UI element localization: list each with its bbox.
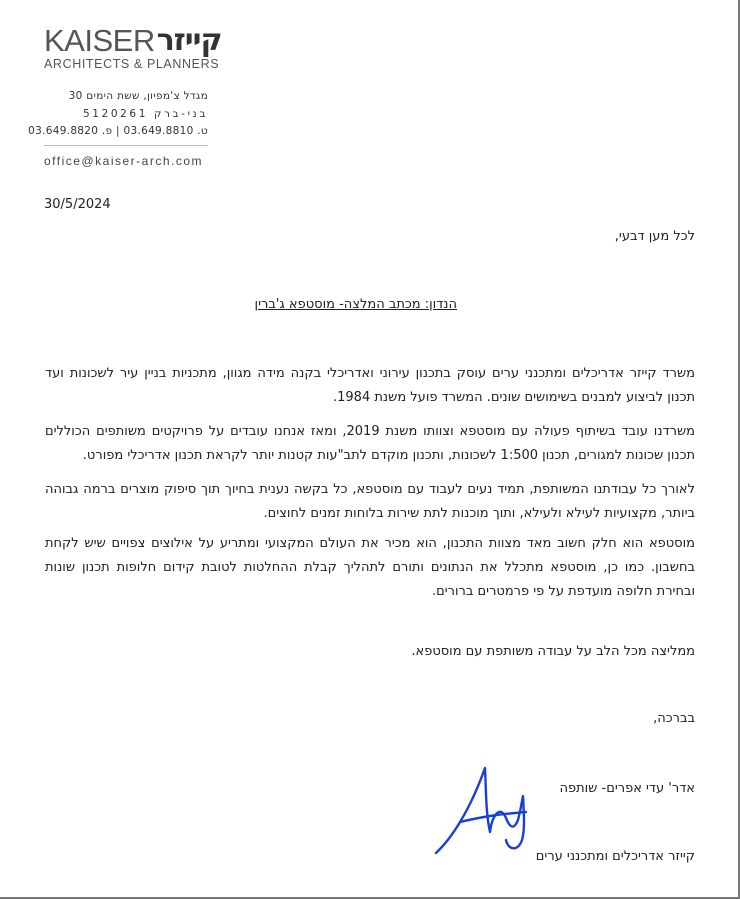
sign-off: בברכה, [653, 711, 695, 726]
body-paragraph-2: משרדנו עובד בשיתוף פעולה עם מוסטפא וצוותו משנת 2019, ומאז אנחנו עובדים על פרויקטים משותפים הכוללים תכנון שכונות למגורים, תכנון 1:500 לשכונות, ותכנון מוקדם לתב"עות קטנות יותר לקראת תכנון אדריכלי מפורט. [45, 424, 695, 463]
logo-subtitle: ARCHITECTS & PLANNERS [44, 57, 220, 71]
signer-name: אדר' עדי אפרים- שותפה [559, 781, 695, 796]
signer-firm: קייזר אדריכלים ומתכנני ערים [535, 849, 695, 864]
signature-stroke [436, 768, 526, 853]
letterhead-divider [44, 145, 208, 146]
body-paragraph-4: מוסטפא הוא חלק חשוב מאד מצוות התכנון, הוא מכיר את העולם המקצועי ומתריע על אילוצים צפויים שיש לקחת בחשבון. כמו כן, מוסטפא מתכלל את הנתונים ותורם לתהליך קבלת ההחלטות לטובת קידום חלופות תכנון שונות ובחירת חלופה מועדפת על פי פרמטרים ברורים. [45, 536, 695, 599]
handwritten-signature [430, 760, 560, 860]
logo-latin-text: KAISER [44, 23, 155, 58]
email-address: office@kaiser-arch.com [44, 154, 203, 168]
phone-fax-line: ט. 03.649.8810 | פ. 03.649.8820 [28, 125, 208, 137]
body-paragraph-3: לאורך כל עבודתנו המשותפת, תמיד נעים לעבוד עם מוסטפא, כל בקשה נענית בחיוך תוך סיפוק מוצרים ברמה גבוהה ביותר, מקצועיות לעילא ולעילא, ותוך מוכנות לתת שירות בלוחות זמנים לחוצים. [45, 482, 695, 521]
address-line-2: בני-ברק 5120261 [83, 108, 208, 120]
letter-greeting: לכל מען דבעי, [614, 229, 695, 244]
logo-hebrew-text: קייזר [156, 23, 222, 58]
letter-date: 30/5/2024 [44, 197, 111, 212]
closing-recommendation: ממליצה מכל הלב על עבודה משותפת עם מוסטפא. [411, 644, 695, 659]
letter-subject: הנדון: מכתב המלצה- מוסטפא ג'ברין [254, 297, 457, 312]
company-logo [44, 22, 222, 71]
body-paragraph-1: משרד קייזר אדריכלים ומתכנני ערים עוסק בתכנון עירוני ואדריכלי בקנה מידה מגוון, מתכניות בניין עיר לשכונות ועד תכנון לביצוע למבנים בשימושים שונים. המשרד פועל משנת 1984. [45, 366, 695, 405]
address-line-1: מגדל צ'מפיון, ששת הימים 30 [68, 90, 208, 102]
